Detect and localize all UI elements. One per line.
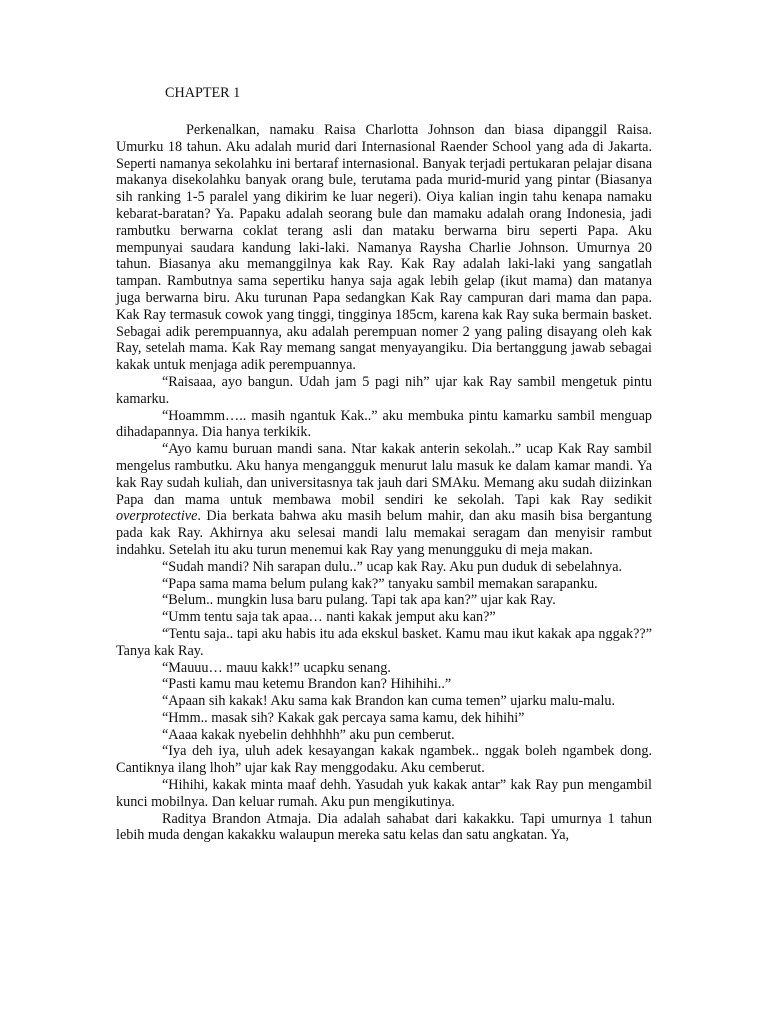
- dialogue-paragraph: “Hmm.. masak sih? Kakak gak percaya sama kamu, dek hihihi”: [162, 709, 525, 726]
- dialogue-paragraph: “Pasti kamu mau ketemu Brandon kan? Hihihihi..”: [162, 676, 452, 693]
- dialogue-paragraph: “Belum.. mungkin lusa baru pulang. Tapi tak apa kan?” ujar kak Ray.: [162, 592, 556, 609]
- dialogue-paragraph: “Sudah mandi? Nih sarapan dulu..” ucap kak Ray. Aku pun duduk di sebelahnya.: [162, 558, 623, 575]
- document-page: [116, 84, 652, 844]
- dialogue-paragraph: “Mauuu… mauu kakk!” ucapku senang.: [162, 659, 391, 676]
- dialogue-paragraph: “Papa sama mama belum pulang kak?” tanyaku sambil memakan sarapanku.: [162, 575, 598, 592]
- narrative-text: . Dia berkata bahwa aku masih belum mahir, dan aku masih bisa bergantung pada kak Ray. Akhirnya aku selesai mandi lalu memakai seragam dan menyisir rambut indahku. Setelah itu aku turun menemui kak Ray yang menungguku di meja makan.: [116, 508, 652, 558]
- dialogue-paragraph: “Raisaaa, ayo bangun. Udah jam 5 pagi nih” ujar kak Ray sambil mengetuk pintu kamarku.: [116, 373, 652, 407]
- narrative-paragraph: Raditya Brandon Atmaja. Dia adalah sahabat dari kakakku. Tapi umurnya 1 tahun lebih muda dengan kakakku walaupun mereka satu kelas dan satu angkatan. Ya,: [116, 810, 652, 844]
- narrative-text: “Ayo kamu buruan mandi sana. Ntar kakak anterin sekolah..” ucap Kak Ray sambil mengelus rambutku. Aku hanya mengangguk menurut lalu masuk ke dalam kamar mandi. Ya kak Ray sudah kuliah, dan universitasnya tak jauh dari SMAku. Memang aku sudah diizinkan Papa dan mama untuk membawa mobil sendiri ke sekolah. Tapi kak Ray sedikit: [116, 441, 652, 508]
- chapter-heading: CHAPTER 1: [165, 85, 241, 101]
- chapter-body: [116, 122, 652, 844]
- narrative-paragraph: [116, 441, 652, 559]
- dialogue-paragraph: “Tentu saja.. tapi aku habis itu ada ekskul basket. Kamu mau ikut kakak apa nggak??” Tanya kak Ray.: [116, 625, 652, 659]
- introduction-paragraph: Perkenalkan, namaku Raisa Charlotta Johnson dan biasa dipanggil Raisa. Umurku 18 tahun. Aku adalah murid dari Internasional Raender School yang ada di Jakarta. Seperti namanya sekolahku ini bertaraf internasional. Banyak terjadi pertukaran pelajar disana makanya disekolahku banyak orang bule, terutama pada murid-murid yang pintar (Biasanya sih ranking 1-5 paralel yang dikirim ke luar negeri). Oiya kalian ingin tahu kenapa namaku kebarat-baratan? Ya. Papaku adalah seorang bule dan mamaku adalah orang Indonesia, jadi rambutku berwarna coklat terang asli dan mataku berwarna biru seperti Papa. Aku mempunyai saudara kandung laki-laki. Namanya Raysha Charlie Johnson. Umurnya 20 tahun. Biasanya aku memanggilnya kak Ray. Kak Ray adalah laki-laki yang sangatlah tampan. Rambutnya sama sepertiku hanya saja agak lebih gelap (ikut mama) dan matanya juga berwarna biru. Aku turunan Papa sedangkan Kak Ray campuran dari mama dan papa. Kak Ray termasuk cowok yang tinggi, tingginya 185cm, karena kak Ray suka bermain basket. Sebagai adik perempuannya, aku adalah perempuan nomer 2 yang paling disayang oleh kak Ray, setelah mama. Kak Ray memang sangat menyayangiku. Dia bertanggung jawab sebagai kakak untuk menjaga adik perempuannya.: [116, 122, 652, 374]
- emphasized-word: overprotective: [116, 508, 198, 525]
- dialogue-paragraph: “Aaaa kakak nyebelin dehhhhh” aku pun cemberut.: [162, 726, 455, 743]
- dialogue-paragraph: “Hoammm….. masih ngantuk Kak..” aku membuka pintu kamarku sambil menguap dihadapannya. Dia hanya terkikik.: [116, 407, 652, 441]
- dialogue-paragraph: “Hihihi, kakak minta maaf dehh. Yasudah yuk kakak antar” kak Ray pun mengambil kunci mobilnya. Dan keluar rumah. Aku pun mengikutinya.: [116, 777, 652, 810]
- dialogue-paragraph: “Apaan sih kakak! Aku sama kak Brandon kan cuma temen” ujarku malu-malu.: [162, 693, 616, 710]
- dialogue-paragraph: “Iya deh iya, uluh adek kesayangan kakak ngambek.. nggak boleh ngambek dong. Cantiknya ilang lhoh” ujar kak Ray menggodaku. Aku cemberut.: [116, 743, 652, 777]
- dialogue-paragraph: “Umm tentu saja tak apaa… nanti kakak jemput aku kan?”: [162, 609, 496, 626]
